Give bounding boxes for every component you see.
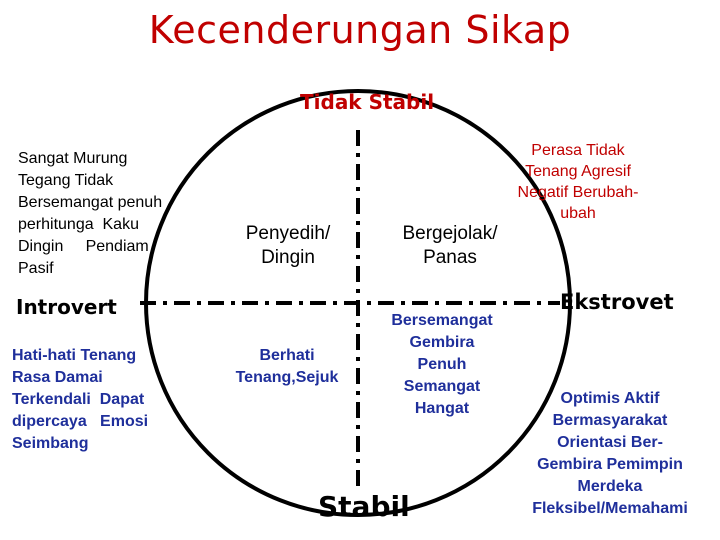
- axis-label-stable: Stabil: [318, 490, 410, 523]
- quadrant-label-melancholic: Penyedih/ Dingin: [245, 223, 331, 268]
- quadrant-label-phlegmatic: Berhati Tenang,Sejuk: [235, 347, 339, 386]
- quadrant-label-sanguine: Bersemangat Gembira Penuh Semangat Hangat: [391, 312, 493, 417]
- page-title: Kecenderungan Sikap: [148, 8, 572, 52]
- axis-label-extrovert: Ekstrovet: [560, 290, 674, 314]
- axis-label-unstable: Tidak Stabil: [300, 90, 435, 114]
- traits-top-right: Perasa Tidak Tenang Agresif Negatif Berubah- ubah: [517, 142, 639, 222]
- traits-bottom-right: Optimis Aktif Bermasyarakat Orientasi Ber- Gembira Pemimpin Merdeka Fleksibel/Memahami: [532, 390, 688, 517]
- axis-label-introvert: Introvert: [16, 295, 117, 319]
- traits-bottom-left: Hati-hati Tenang Rasa Damai Terkendali Dapat dipercaya Emosi Seimbang: [12, 347, 149, 452]
- quadrant-label-choleric: Bergejolak/ Panas: [402, 223, 498, 268]
- traits-top-left: Sangat Murung Tegang Tidak Bersemangat penuh perhitunga Kaku Dingin Pendiam Pasif: [18, 150, 163, 277]
